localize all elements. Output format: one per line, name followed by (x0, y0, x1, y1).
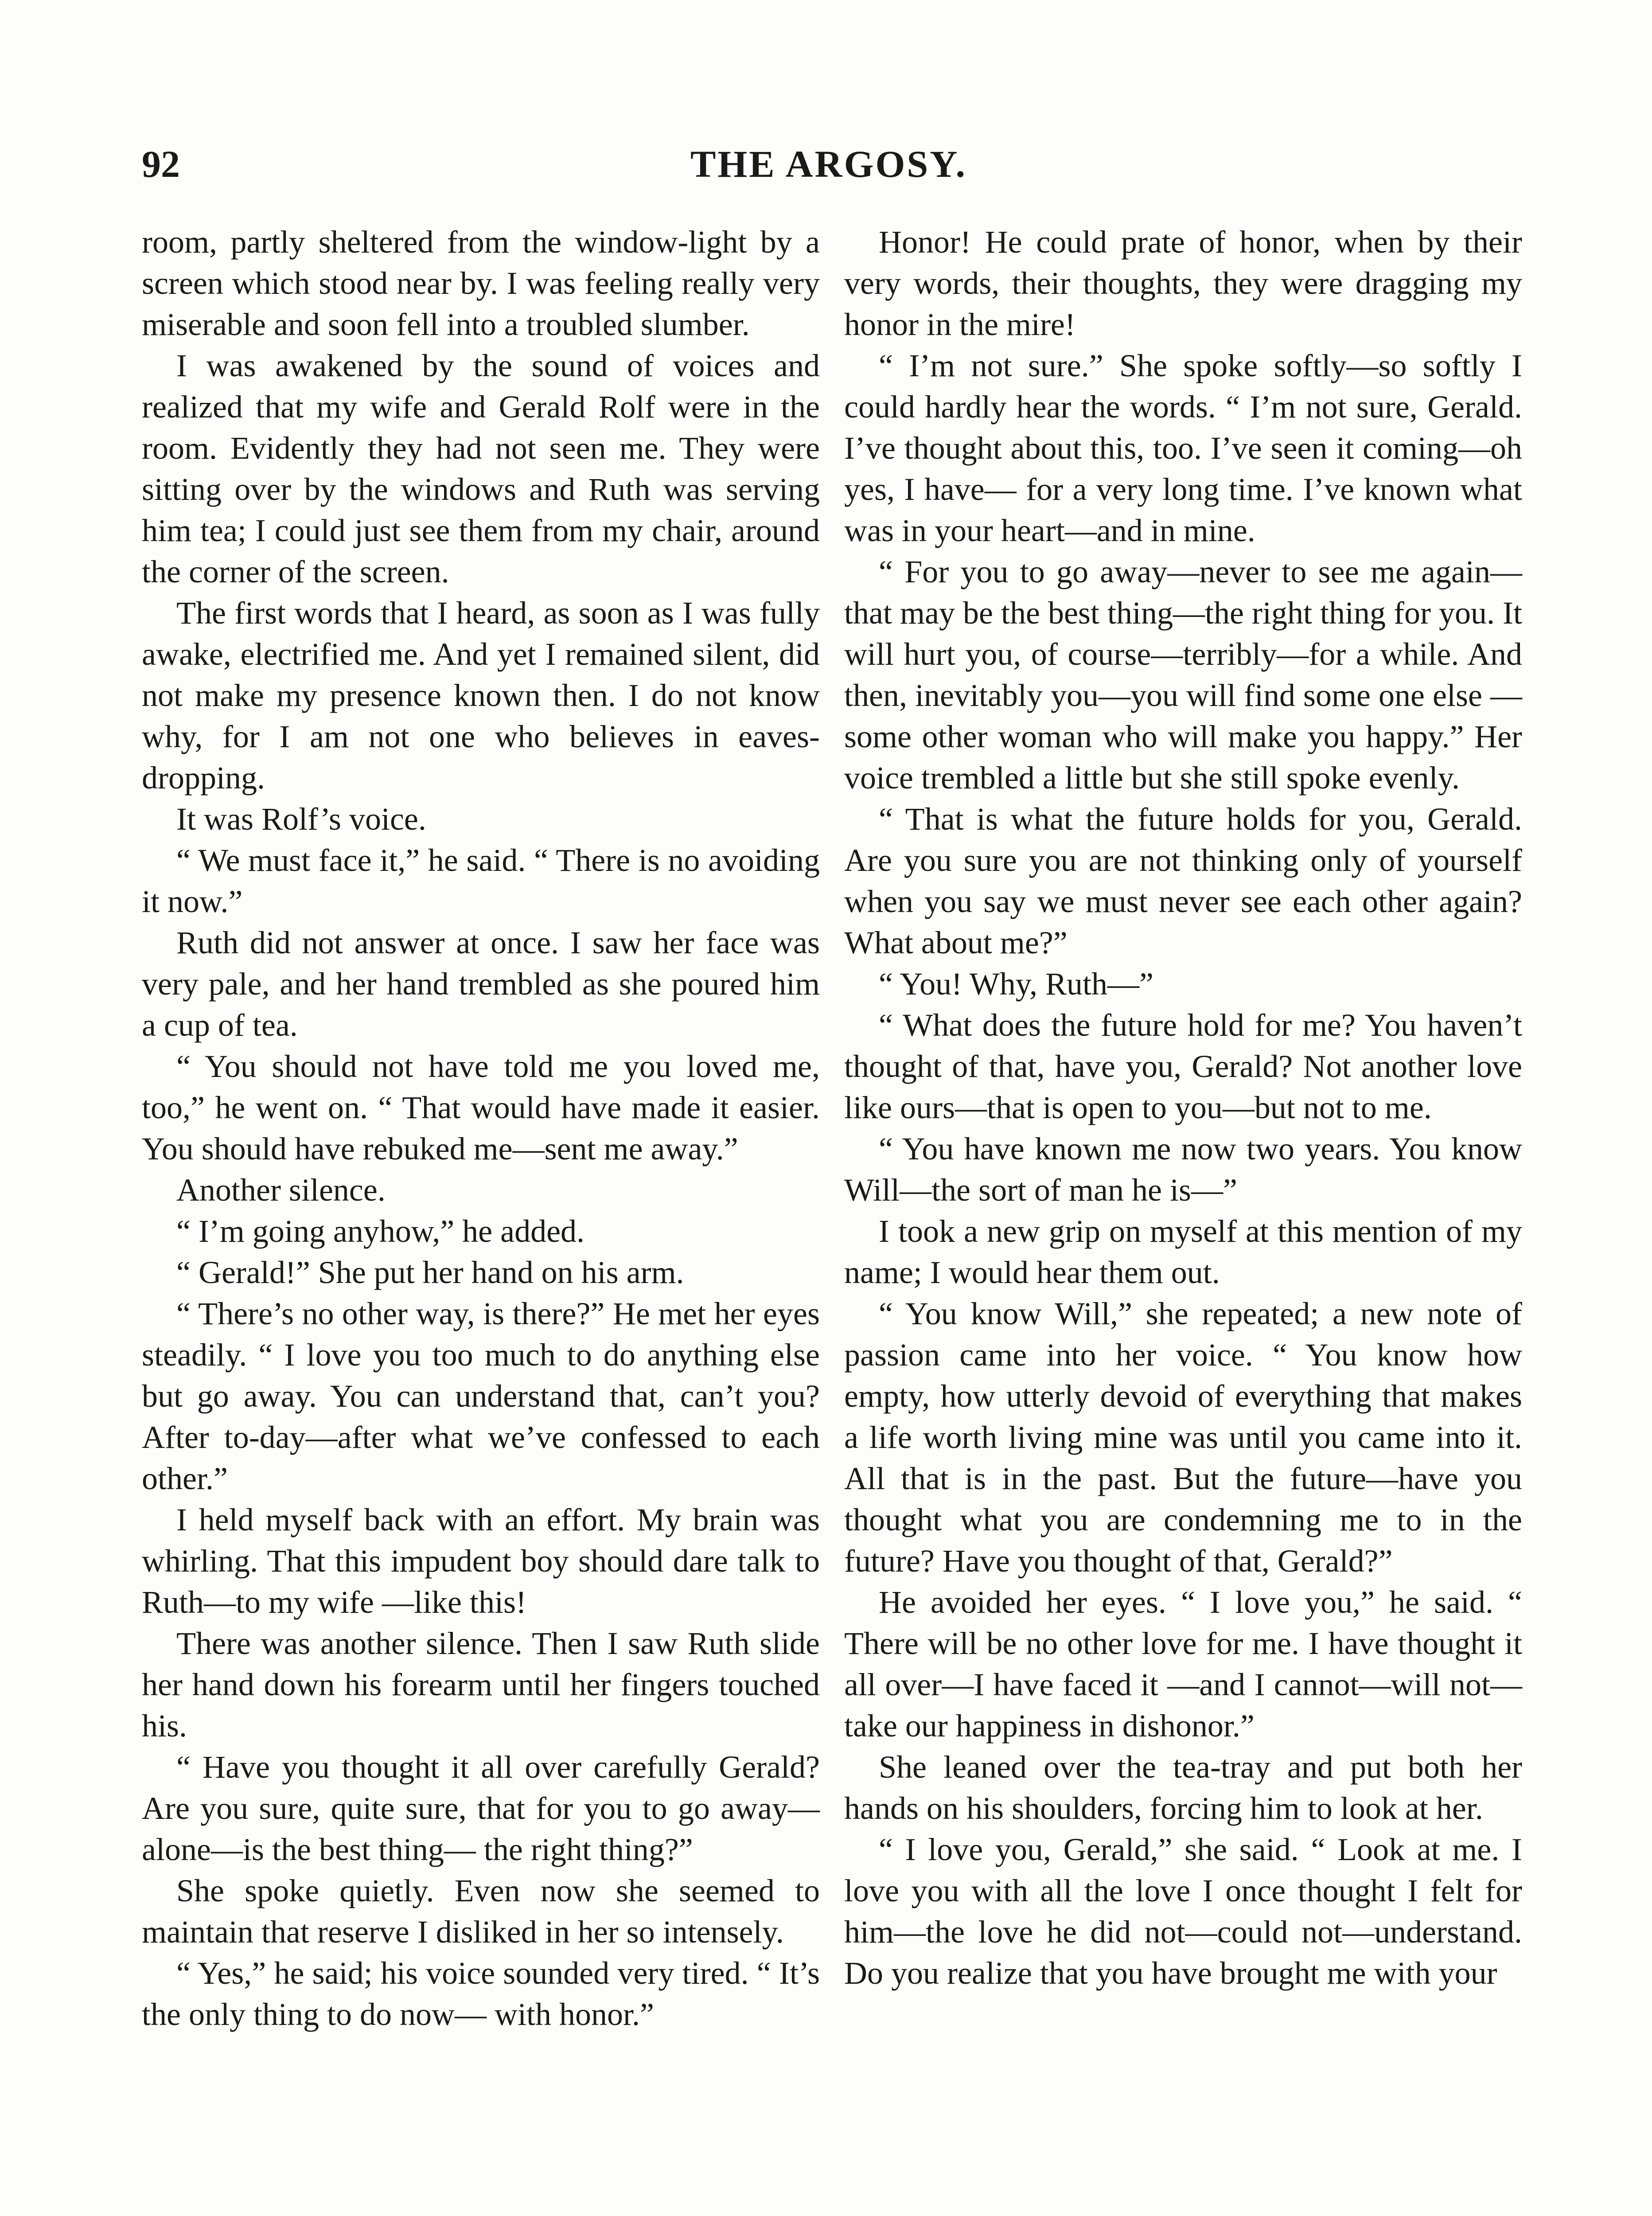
paragraph: Honor! He could prate of honor, when by their very words, their thoughts, they were dragging my honor in the mire! (844, 224, 1522, 342)
paragraph: “ You should not have told me you loved me, too,” he went on. “ That would have made it easier. You should have rebuked me—sent me away.” (142, 1049, 820, 1167)
paragraph: There was another silence. Then I saw Ruth slide her hand down his forearm until her fingers touched his. (142, 1626, 820, 1744)
paragraph: “ That is what the future holds for you, Gerald. Are you sure you are not thinking only of yourself when you say we must never see each other again? What about me?” (844, 801, 1522, 960)
paragraph: “ Have you thought it all over carefully Gerald? Are you sure, quite sure, that for you to go away—alone—is the best thing— the right thing?” (142, 1749, 820, 1867)
paragraph: I held myself back with an effort. My brain was whirling. That this impudent boy should dare talk to Ruth—to my wife —like this! (142, 1502, 820, 1620)
paragraph: She spoke quietly. Even now she seemed to maintain that reserve I disliked in her so intensely. (142, 1873, 820, 1950)
paragraph: “ I’m going anyhow,” he added. (176, 1213, 585, 1249)
paragraph: “ I love you, Gerald,” she said. “ Look at me. I love you with all the love I once thought I felt for him—the love he did not—could not—understand. Do you realize that you have brought me with your (844, 1832, 1522, 1991)
paragraph: “ You have known me now two years. You know Will—the sort of man he is—” (844, 1131, 1522, 1208)
paragraph: I was awakened by the sound of voices and realized that my wife and Gerald Rolf were in the room. Evidently they had not seen me. They were sitting over by the windows and Ruth was serving him tea; I could just see them from my chair, around the corner of the screen. (142, 348, 820, 589)
paragraph: “ Yes,” he said; his voice sounded very tired. “ It’s the only thing to do now— with honor.” (142, 1955, 820, 2032)
paragraph: “ You know Will,” she repeated; a new note of passion came into her voice. “ You know how empty, how utterly devoid of everything that makes a life worth living mine was until you came into it. All that is in the past. But the future—have you thought what you are condemning me to in the future? Have you thought of that, Gerald?” (844, 1296, 1522, 1579)
paragraph: “ For you to go away—never to see me again—that may be the best thing—the right thing for you. It will hurt you, of course—terribly—for a while. And then, inevitably you—you will find some one else —some other woman who will make you happy.” Her voice trembled a little but she still spoke evenly. (844, 554, 1522, 796)
paragraph: Another silence. (176, 1172, 386, 1208)
right-column (844, 222, 1522, 1994)
paragraph: “ Gerald!” She put her hand on his arm. (176, 1255, 684, 1290)
left-column (142, 222, 820, 2035)
paragraph: He avoided her eyes. “ I love you,” he said. “ There will be no other love for me. I have thought it all over—I have faced it —and I cannot—will not—take our happiness in dishonor.” (844, 1584, 1522, 1744)
paragraph: “ What does the future hold for me? You haven’t thought of that, have you, Gerald? Not another love like ours—that is open to you—but not to me. (844, 1007, 1522, 1125)
paragraph: She leaned over the tea-tray and put both her hands on his shoulders, forcing him to look at her. (844, 1749, 1522, 1826)
paragraph: Ruth did not answer at once. I saw her face was very pale, and her hand trembled as she poured him a cup of tea. (142, 925, 820, 1043)
running-head: THE ARGOSY. (690, 143, 967, 185)
paragraph: “ There’s no other way, is there?” He met her eyes steadily. “ I love you too much to do anything else but go away. You can understand that, can’t you? After to-day—after what we’ve confessed to each other.” (142, 1296, 820, 1496)
paragraph: It was Rolf’s voice. (176, 801, 426, 837)
paragraph: I took a new grip on myself at this mention of my name; I would hear them out. (844, 1213, 1522, 1290)
page-header (142, 133, 1516, 195)
paragraph: “ I’m not sure.” She spoke softly—so softly I could hardly hear the words. “ I’m not sure, Gerald. I’ve thought about this, too. I’ve seen it coming—oh yes, I have— for a very long time. I’ve known what was in your heart—and in mine. (844, 348, 1522, 548)
paragraph: “ You! Why, Ruth—” (879, 966, 1154, 1002)
paragraph: room, partly sheltered from the window-light by a screen which stood near by. I was feeling really very miserable and soon fell into a troubled slumber. (142, 224, 820, 342)
page-number: 92 (142, 143, 180, 185)
paragraph: The first words that I heard, as soon as I was fully awake, electrified me. And yet I remained silent, did not make my presence known then. I do not know why, for I am not one who believes in eaves-dropping. (142, 595, 820, 796)
paragraph: “ We must face it,” he said. “ There is no avoiding it now.” (142, 843, 820, 919)
